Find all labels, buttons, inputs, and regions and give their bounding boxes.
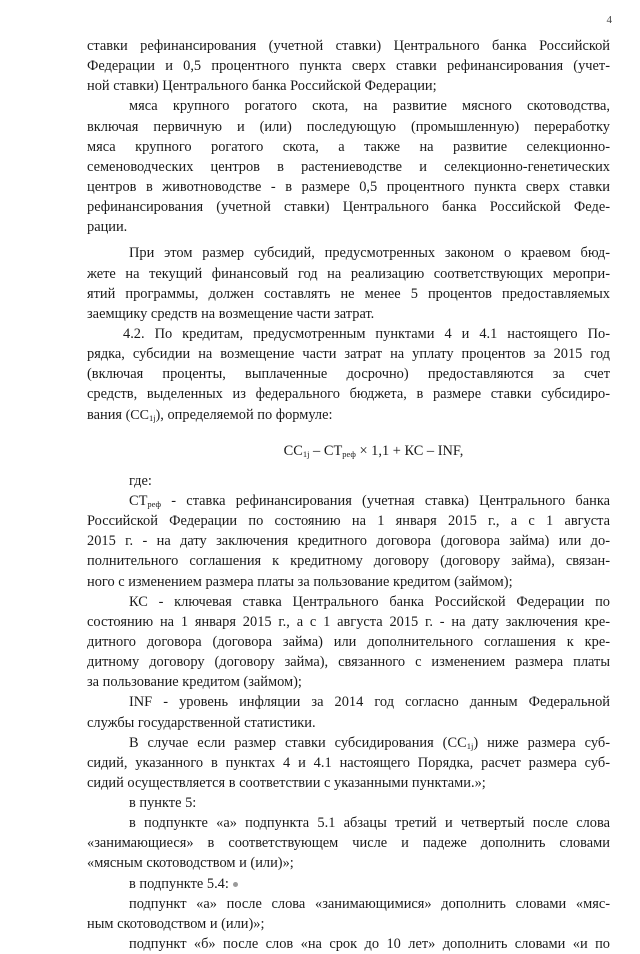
text-line: подпункт «а» после слова «занимающимися» дополнить словами «мяс- xyxy=(129,895,610,912)
text-fragment: В случае если размер ставки субсидирования ( xyxy=(129,734,448,751)
text-line: где: xyxy=(129,472,152,489)
text-line xyxy=(87,733,610,753)
scan-mark-icon xyxy=(233,882,238,887)
text-line: рации. xyxy=(87,219,128,236)
text-line xyxy=(87,405,610,425)
text-line: за пользование кредитом (займом); xyxy=(87,674,302,691)
text-fragment: вания xyxy=(87,406,123,423)
text-line: 4.2. По кредитам, предусмотренным пунктами 4 и 4.1 настоящего По- xyxy=(123,325,610,342)
text-line: (включая проценты, выплаченные досрочно) предоставляются за счет xyxy=(87,366,610,383)
text-line: рефинансирования (учетной ставки) Центрального банка Российской Феде- xyxy=(87,199,610,216)
text-fragment: - ставка рефинансирования (учетная ставка) Центрального банка xyxy=(161,492,610,509)
text-line: ятий программы, должен составлять не менее 5 процентов предоставляемых xyxy=(87,285,610,302)
refinancing-rate-symbol: $СТ_{реф}$ xyxy=(129,492,162,509)
text-line: 2015 г. - на дату заключения кредитного договора (договора займа) или до- xyxy=(87,533,610,550)
text-line: заемщику средств на возмещение части затрат. xyxy=(87,305,375,322)
text-line: в подпункте «а» подпункта 5.1 абзацы третий и четвертый после слова xyxy=(129,815,610,832)
text-line: центров в животноводстве - в размере 0,5 процентного пункта сверх ставки xyxy=(87,178,610,195)
text-line xyxy=(87,491,610,511)
text-line: службы государственной статистики. xyxy=(87,714,316,731)
text-line: При этом размер субсидий, предусмотренных законом о краевом бюд- xyxy=(129,245,610,262)
text-line: сидий осуществляется в соответствии с указанными пунктами.»; xyxy=(87,774,486,791)
text-line: «занимающиеся» в соответствующем числе и падеже дополнить словами xyxy=(87,835,610,852)
text-line: полнительного соглашения к кредитному договору (договору займа), связан- xyxy=(87,553,610,570)
text-line: INF - уровень инфляции за 2014 год согласно данным Федеральной xyxy=(129,694,610,711)
text-line: жете на текущий финансовый год на реализацию соответствующих меропри- xyxy=(87,265,610,282)
text-line: «мясным скотоводством и (или)»; xyxy=(87,855,294,872)
text-line: КС - ключевая ставка Центрального банка Российской Федерации по xyxy=(129,593,610,610)
text-line: Федерации и 0,5 процентного пункта сверх ставки рефинансирования (учет- xyxy=(87,58,610,75)
text-line: состоянию на 1 января 2015 г., а с 1 августа 2015 г. - на дату заключения кре- xyxy=(87,613,610,630)
text-line: Российской Федерации по состоянию на 1 января 2015 г., а с 1 августа xyxy=(87,513,610,530)
text-line: рядка, субсидии на возмещение части затрат на уплату процентов за 2015 год xyxy=(87,346,610,363)
text-line: включая первичную и (или) последующую (промышленную) переработку xyxy=(87,118,610,135)
text-line: ставки рефинансирования (учетной ставки) Центрального банка Российской xyxy=(87,38,610,54)
text-line: подпункт «б» после слов «на срок до 10 лет» дополнить словами «и по xyxy=(129,936,610,953)
document-body xyxy=(87,36,610,954)
text-line: дитному договору (договору займа), связанного с изменением размера платы xyxy=(87,654,610,671)
text-line: сидий, указанного в пунктах 4 и 4.1 настоящего Порядка, расчет размера суб- xyxy=(87,754,610,771)
text-line: средств, выделенных из федерального бюджета, в размере ставки субсидиро- xyxy=(87,386,610,403)
text-line: ной ставки) Центрального банка Российской Федерации; xyxy=(87,78,437,95)
text-line: ного с изменением размера платы за пользование кредитом (займом); xyxy=(87,573,513,590)
text-line xyxy=(87,874,610,894)
text-line: семеноводческих центров в растениеводстве и селекционно-генетических xyxy=(87,158,610,175)
text-fragment: в подпункте 5.4: xyxy=(129,875,229,892)
text-fragment: ) ниже размера суб- xyxy=(473,734,610,751)
text-line: ным скотоводством и (или)»; xyxy=(87,915,265,932)
text-line: дитного договора (договора займа) или дополнительного соглашения к кре- xyxy=(87,633,610,650)
text-line: мяса крупного рогатого скота, а также на развитие селекционно- xyxy=(87,138,610,155)
text-line: мяса крупного рогатого скота, на развитие мясного скотоводства, xyxy=(129,98,610,115)
subsidy-formula: $СС_{1j} - СТ_{реф} \times 1,1$ + КС – INF, xyxy=(283,442,464,459)
page-number: 4 xyxy=(606,14,612,26)
text-line: в пункте 5: xyxy=(129,795,197,812)
subsidy-rate-symbol: $(СС_{1j})$ xyxy=(125,407,161,423)
text-fragment: , определяемой по формуле: xyxy=(160,406,333,423)
subsidy-rate-symbol: $СС_{1j}$ xyxy=(447,734,474,751)
